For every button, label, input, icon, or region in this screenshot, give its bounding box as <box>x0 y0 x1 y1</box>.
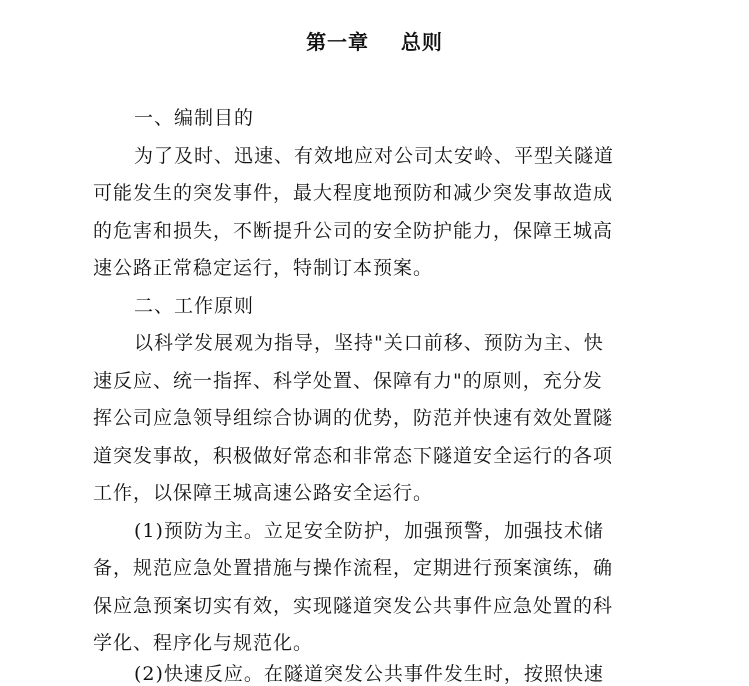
paragraph-line: (1)预防为主。立足安全防护，加强预警，加强技术储 <box>134 520 604 542</box>
paragraph-line: 速公路正常稳定运行，特制订本预案。 <box>93 257 434 279</box>
chapter-title: 第一章 总则 <box>306 30 443 54</box>
paragraph-line: 的危害和损失，不断提升公司的安全防护能力，保障王城高 <box>93 220 614 242</box>
paragraph-line: 保应急预案切实有效，实现隧道突发公共事件应急处置的科 <box>93 595 614 617</box>
paragraph-line: 以科学发展观为指导，坚持"关口前移、预防为主、快 <box>134 332 604 354</box>
paragraph-line: 可能发生的突发事件，最大程度地预防和减少突发事故造成 <box>93 182 614 204</box>
paragraph-line: 为了及时、迅速、有效地应对公司太安岭、平型关隧道 <box>134 145 615 167</box>
paragraph-line: 备，规范应急处置措施与操作流程，定期进行预案演练，确 <box>93 557 614 579</box>
paragraph-line: 道突发事故，积极做好常态和非常态下隧道安全运行的各项 <box>93 445 614 467</box>
paragraph-line: (2)快速反应。在隧道突发公共事件发生时，按照快速 <box>134 663 604 685</box>
paragraph-line: 挥公司应急领导组综合协调的优势，防范并快速有效处置隧 <box>93 407 614 429</box>
paragraph-line: 学化、程序化与规范化。 <box>93 632 314 654</box>
paragraph-line: 速反应、统一指挥、科学处置、保障有力"的原则，充分发 <box>93 370 603 392</box>
paragraph-line: 工作，以保障王城高速公路安全运行。 <box>93 482 434 504</box>
section-heading-principles: 二、工作原则 <box>134 295 255 317</box>
section-heading-purpose: 一、编制目的 <box>134 107 255 129</box>
